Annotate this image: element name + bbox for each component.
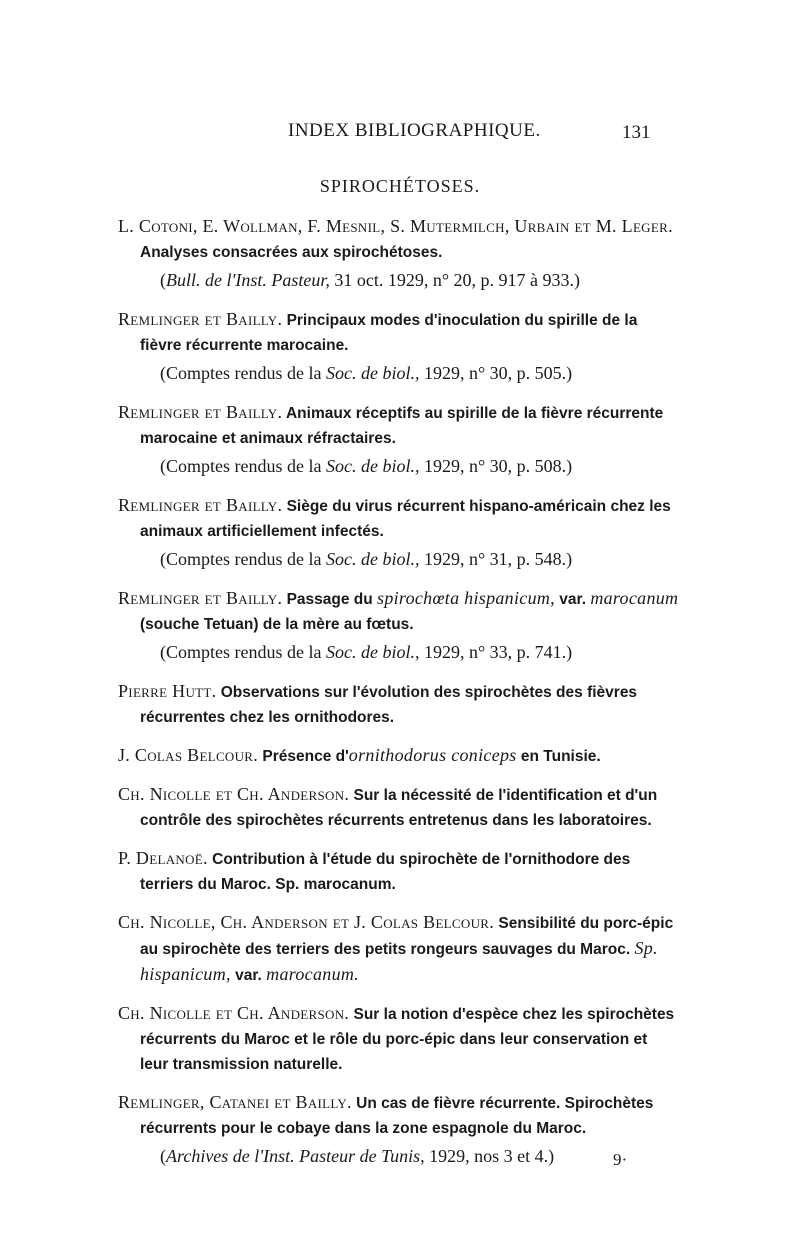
entry-title: Analyses consacrées aux spirochétoses. [140,244,443,261]
citation-open: (Comptes rendus de la [160,549,326,569]
signature-mark: 9· [613,1150,628,1169]
entry-title: Animaux réceptifs au spirille de la fièvre récurrente marocaine et animaux réfractaires. [140,405,664,447]
entry-title: Siège du virus récurrent hispano-américain chez les animaux artificiellement infectés. [140,498,671,540]
citation-source: Bull. de l'Inst. Pasteur, [166,270,330,290]
citation-source: Soc. de biol., [325,549,420,569]
running-head [0,120,800,150]
entry-authors: Remlinger et Bailly. [118,495,283,515]
citation-open: (Comptes rendus de la [160,642,326,662]
citation-details: 1929, n° 33, p. 741.) [419,642,573,662]
bibliography-entry [118,679,680,730]
citation-details: 1929, nos 3 et 4.) [424,1146,555,1166]
entry-title-part: Passage du [286,591,378,608]
entry-citation [140,639,680,666]
citation-details: 1929, n° 30, p. 505.) [419,363,573,383]
citation-details: 31 oct. 1929, n° 20, p. 917 à 933.) [329,270,581,290]
entry-authors: Ch. Nicolle et Ch. Anderson. [118,1003,350,1023]
entry-title-italic: Sp. hispanicum, [140,938,658,984]
bibliography-entry [118,307,680,387]
entry-citation [140,453,680,480]
bibliography-entry [118,400,680,480]
entry-title-italic: ornithodorus coniceps [348,745,517,765]
citation-open: ( [160,1146,166,1166]
entry-title: Sur la nécessité de l'identification et d'un contrôle des spirochètes récurrents entretenus dans les laboratoires. [140,787,658,829]
bibliography-entry [118,493,680,573]
entry-citation [140,546,680,573]
entry-title-part: (souche Tetuan) de la mère au fœtus. [140,616,414,633]
section-title: SPIROCHÉTOSES. [319,176,481,196]
entry-authors: Ch. Nicolle et Ch. Anderson. [118,784,350,804]
bibliography-entry [118,586,680,666]
bibliography-entry [118,1001,680,1077]
entry-title-part: var. [230,967,267,984]
entry-authors: Pierre Hutt. [118,681,217,701]
entry-authors: J. Colas Belcour. [118,745,259,765]
entry-authors: Remlinger et Bailly. [118,588,283,608]
entry-title: Observations sur l'évolution des spirochètes des fièvres récurrentes chez les ornithodores. [140,684,638,726]
entry-citation [140,267,680,294]
citation-open: (Comptes rendus de la [160,456,326,476]
bibliography-entry [118,910,680,988]
entry-title-part: var. [554,591,591,608]
entry-title: Un cas de fièvre récurrente. Spirochètes récurrents pour le cobaye dans la zone espagnole du Maroc. [140,1095,654,1137]
citation-open: (Comptes rendus de la [160,363,326,383]
citation-details: 1929, n° 31, p. 548.) [419,549,573,569]
bibliography-entry [118,214,680,294]
entry-title: Contribution à l'étude du spirochète de l'ornithodore des terriers du Maroc. Sp. marocanum. [140,851,631,893]
bibliography-entry [118,782,680,833]
citation-details: 1929, n° 30, p. 508.) [419,456,573,476]
entry-authors: Remlinger et Bailly. [118,402,283,422]
entry-title-part: en Tunisie. [516,748,601,765]
citation-source: Soc. de biol., [325,642,420,662]
entry-title-italic: spirochœta hispanicum, [377,588,555,608]
entry-title-italic: marocanum. [266,964,359,984]
entry-authors: Remlinger et Bailly. [118,309,283,329]
citation-source: Soc. de biol., [325,363,420,383]
entry-title-italic: marocanum [590,588,679,608]
bibliography-list [118,214,680,1183]
running-title: INDEX BIBLIOGRAPHIQUE. [288,120,541,141]
page-number: 131 [622,122,651,143]
entry-title: Sur la notion d'espèce chez les spirochètes récurrents du Maroc et le rôle du porc-épic dans leur conservation et leur transmission naturelle. [140,1006,675,1073]
entry-title: Principaux modes d'inoculation du spirille de la fièvre récurrente marocaine. [140,312,638,354]
entry-authors: L. Cotoni, E. Wollman, F. Mesnil, S. Mutermilch, Urbain et M. Leger. [118,216,673,236]
entry-citation [140,1143,680,1170]
citation-source: Soc. de biol., [325,456,420,476]
entry-citation [140,360,680,387]
entry-authors: P. Delanoë. [118,848,208,868]
bibliography-entry [118,743,680,769]
entry-title-part: Sensibilité du porc-épic au spirochète des terriers des petits rongeurs sauvages du Maroc. [140,915,674,958]
entry-authors: Ch. Nicolle, Ch. Anderson et J. Colas Belcour. [118,912,495,932]
entry-authors: Remlinger, Catanei et Bailly. [118,1092,352,1112]
bibliography-entry [118,846,680,897]
entry-title-part: Présence d' [262,748,349,765]
bibliography-entry [118,1090,680,1170]
citation-open: ( [160,270,166,290]
citation-source: Archives de l'Inst. Pasteur de Tunis, [166,1146,425,1166]
